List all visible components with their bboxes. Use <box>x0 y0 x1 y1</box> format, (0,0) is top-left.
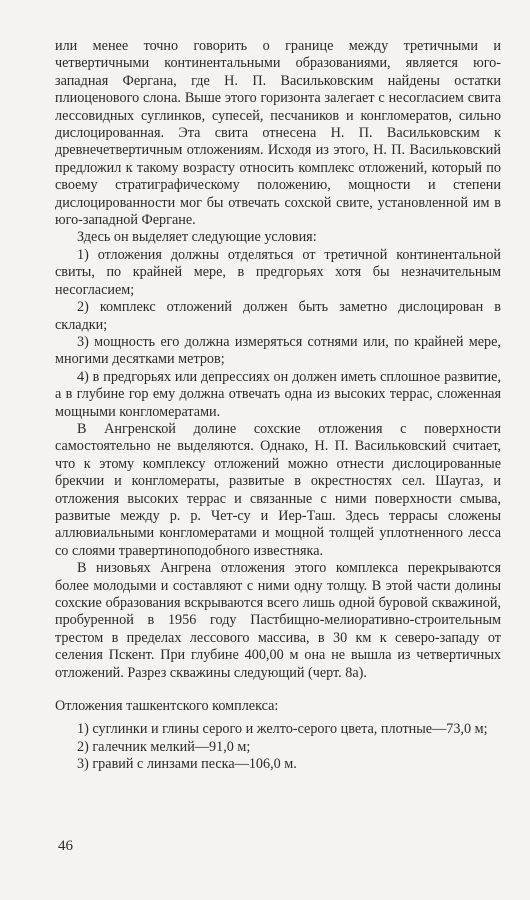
paragraph-1: или менее точно говорить о границе между третичными и четвертичными континентальными образованиями, является юго-западная Фергана, где Н. П. Васильковским найдены остатки плиоценового слона. Выше этого горизонта залегает с несогласием свита лессовидных суглинков, супесей, песчаников и конгломератов, сильно дислоцированная. Эта свита отнесена Н. П. Васильковским к древнечетвертичным отложениям. Исходя из этого, Н. П. Васильковский предложил к такому возрасту относить комплекс отложений, который по своему стратиграфическому положению, мощности и степени дислоцированности мог бы отвечать сохской свите, установленной им в юго-западной Фергане. <box>55 38 501 229</box>
page-body <box>55 38 501 774</box>
list-item: 1) суглинки и глины серого и желто-серого цвета, плотные—73,0 м; <box>77 721 488 738</box>
spacer <box>55 682 501 692</box>
page-number: 46 <box>58 838 73 854</box>
list-item: 2) галечник мелкий—91,0 м; <box>77 738 251 755</box>
paragraph-angren-lower: В низовьях Ангрена отложения этого комплекса перекрываются более молодыми и составляют с ними одну толщу. В этой части долины сохские образования вскрываются всего лишь одной буровой скважиной, пробуренной в 1956 году Пастбищно-мелиоративно-строительным трестом в пределах лессового массива, в 30 км к северо-западу от селения Пскент. При глубине 400,00 м она не вышла из четвертичных отложений. Разрез скважины следующий (черт. 8а). <box>55 560 501 681</box>
list-item: 3) гравий с линзами песка—106,0 м. <box>77 756 297 773</box>
paragraph-2: Здесь он выделяет следующие условия: <box>77 229 317 246</box>
section-heading: Отложения ташкентского комплекса: <box>55 698 279 715</box>
condition-4: 4) в предгорьях или депрессиях он должен иметь сплошное развитие, а в глубине гор ему должна отвечать одна из высоких террас, сложенная мощными конгломератами. <box>55 368 501 420</box>
condition-3: 3) мощность его должна измеряться сотнями или, по крайней мере, многими десятками метров; <box>55 333 501 368</box>
condition-2: 2) комплекс отложений должен быть заметно дислоцирован в складки; <box>55 299 501 333</box>
paragraph-angren-valley: В Ангренской долине сохские отложения с поверхности самостоятельно не выделяются. Однако, Н. П. Васильковский считает, что к этому комплексу отложений можно отнести дислоцированные брекчии и конгломераты, развитые в окрестностях сел. Шаугаз, и отложения высоких террас и связанные с ними поверхности смыва, развитые между р. р. Чет-су и Иер-Таш. Здесь террасы сложены аллювиальными конгломератами и мощной толщей уплотненного лесса со слоями травертиноподобного известняка. <box>55 420 501 559</box>
condition-1: 1) отложения должны отделяться от третичной континентальной свиты, по крайней мере, в предгорьях хотя бы незначительным несогласием; <box>55 246 501 298</box>
